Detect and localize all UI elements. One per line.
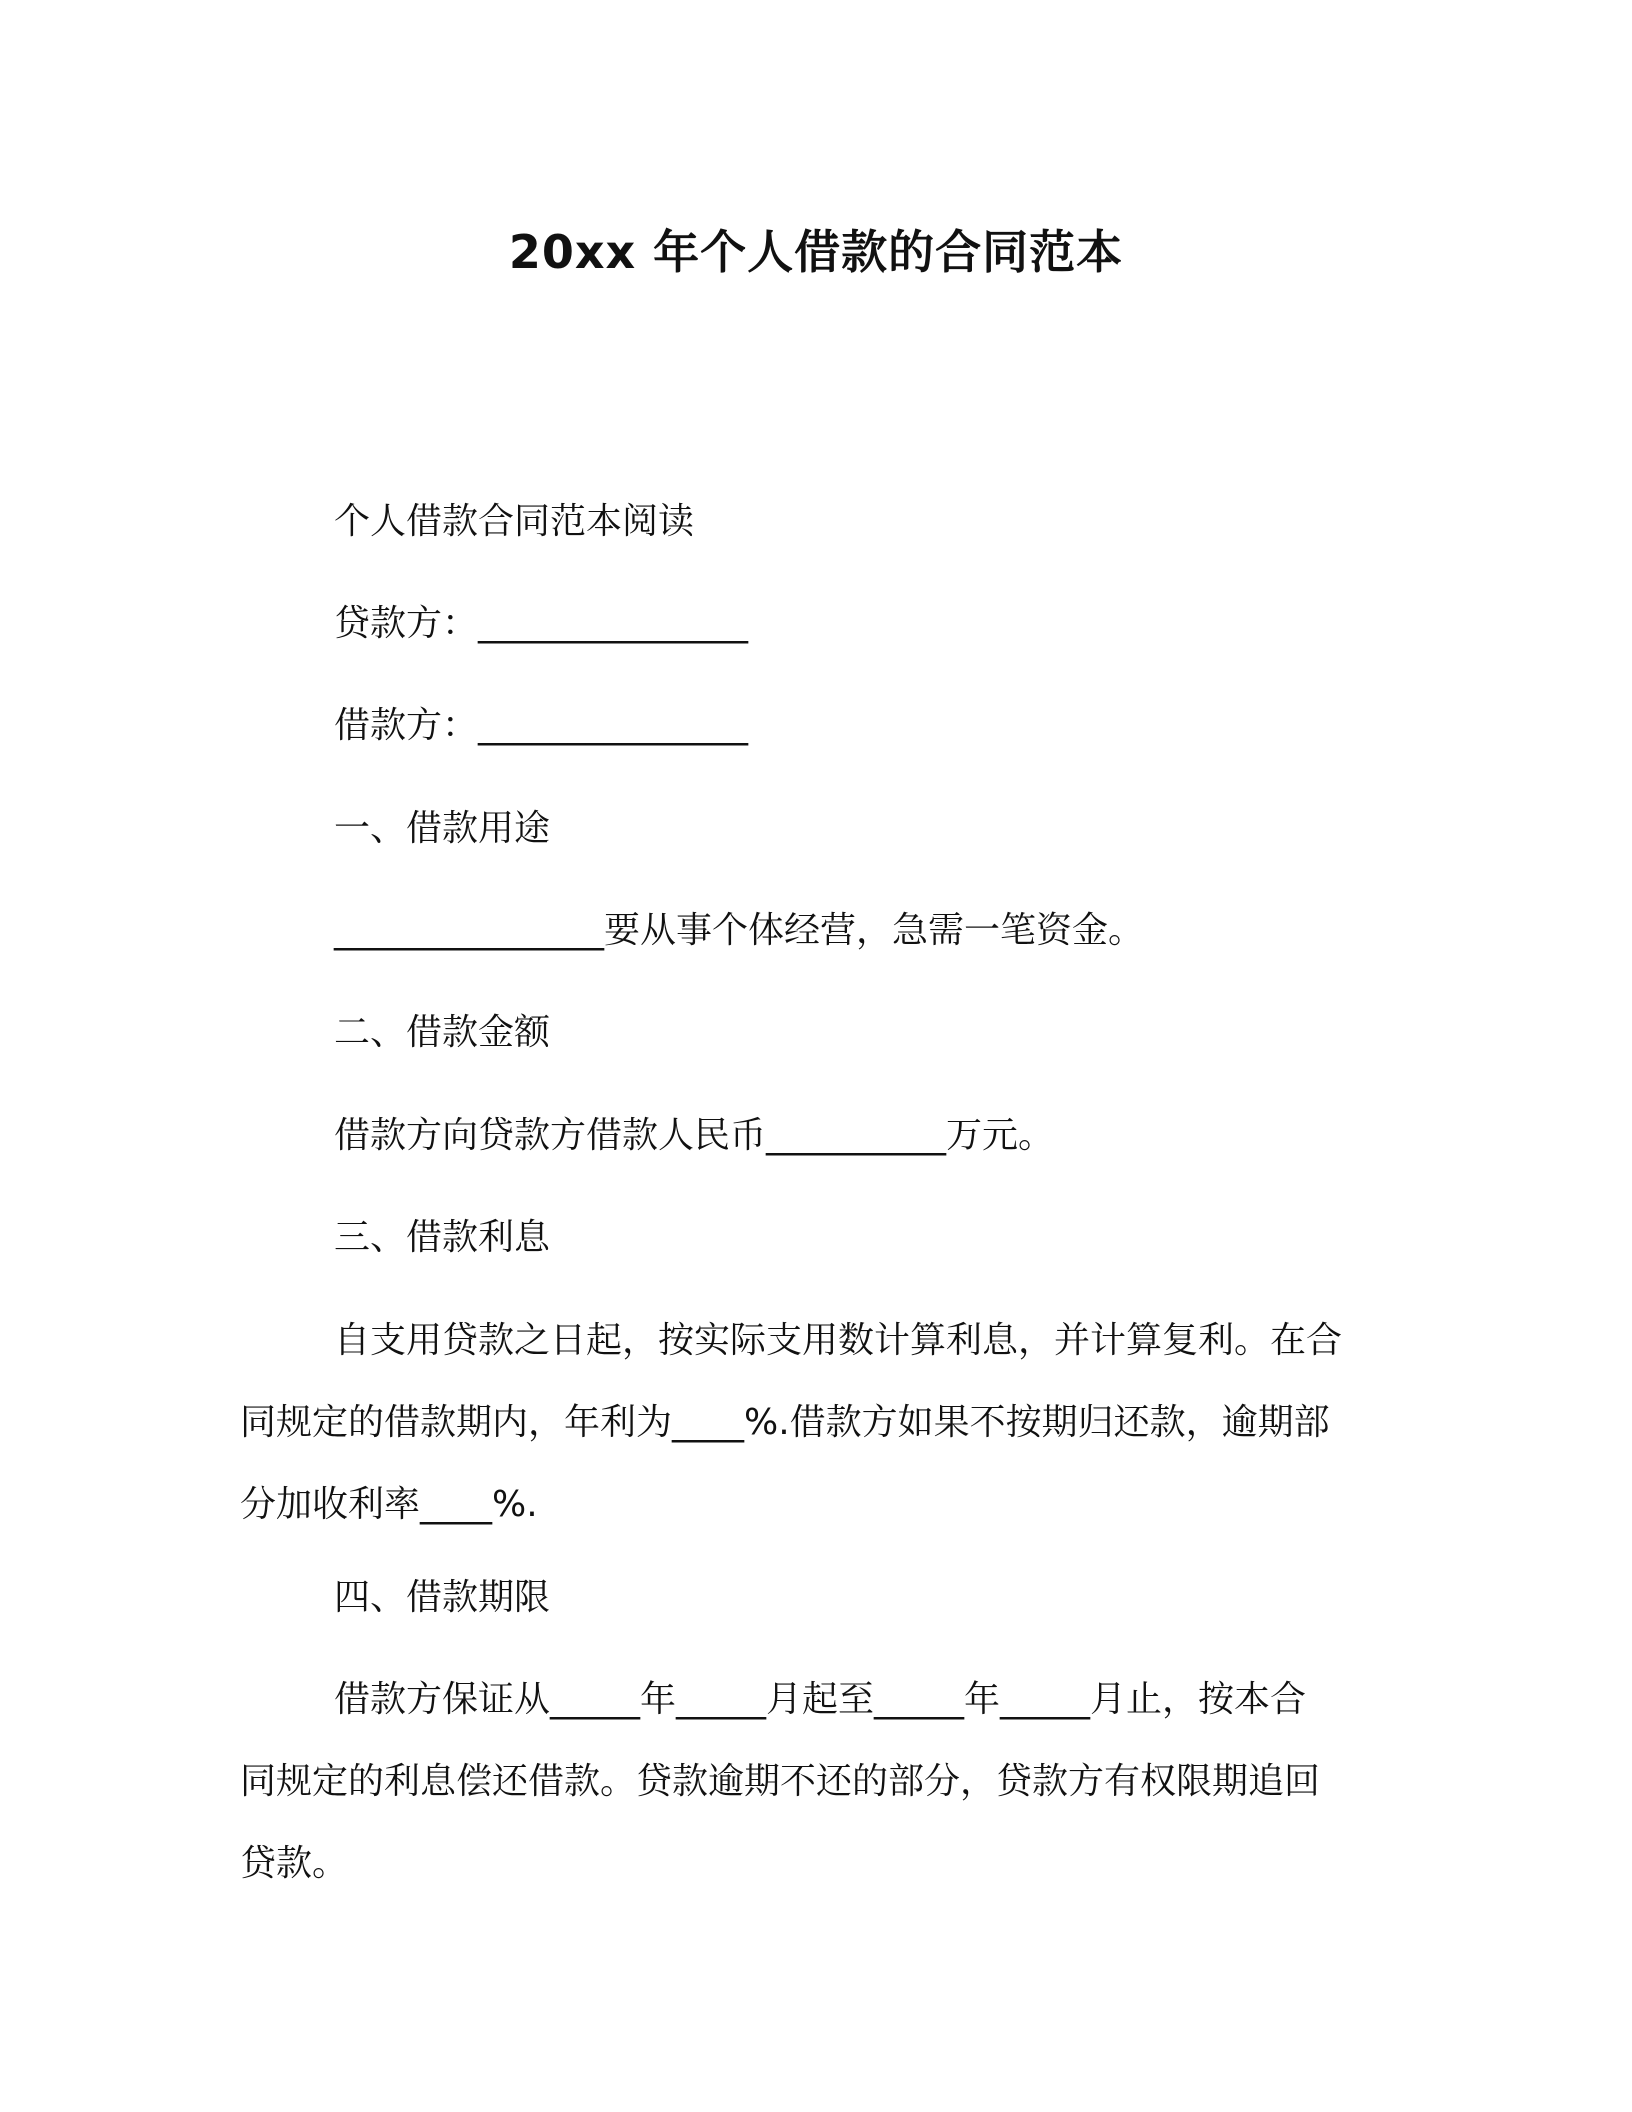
section4-paragraph bbox=[240, 1659, 1380, 1905]
section4-line-1: 借款方保证从_____年_____月起至_____年_____月止，按本合 bbox=[334, 1679, 1307, 1720]
intro-line: 个人借款合同范本阅读 bbox=[334, 501, 695, 542]
section3-line-1: 自支用贷款之日起，按实际支用数计算利息，并计算复利。在合 bbox=[334, 1320, 1343, 1361]
section3-line-3: 分加收利率____%. bbox=[240, 1484, 538, 1525]
section2-heading: 二、借款金额 bbox=[334, 1012, 551, 1053]
section4-line-2: 同规定的利息偿还借款。贷款逾期不还的部分，贷款方有权限期追回 bbox=[240, 1761, 1321, 1802]
document-title: 20xx 年个人借款的合同范本 bbox=[508, 225, 1124, 279]
section1-heading: 一、借款用途 bbox=[334, 808, 551, 849]
section2-text: 借款方向贷款方借款人民币__________万元。 bbox=[334, 1115, 1055, 1156]
section4-heading: 四、借款期限 bbox=[334, 1577, 551, 1618]
section4-line-3: 贷款。 bbox=[240, 1843, 349, 1884]
lender-line: 贷款方：_______________ bbox=[334, 603, 749, 644]
section1-text: _______________要从事个体经营，急需一笔资金。 bbox=[334, 910, 1145, 951]
section3-paragraph bbox=[240, 1300, 1380, 1546]
borrower-line: 借款方：_______________ bbox=[334, 705, 749, 746]
section3-line-2: 同规定的借款期内，年利为____%.借款方如果不按期归还款，逾期部 bbox=[240, 1402, 1330, 1443]
section3-heading: 三、借款利息 bbox=[334, 1217, 551, 1258]
